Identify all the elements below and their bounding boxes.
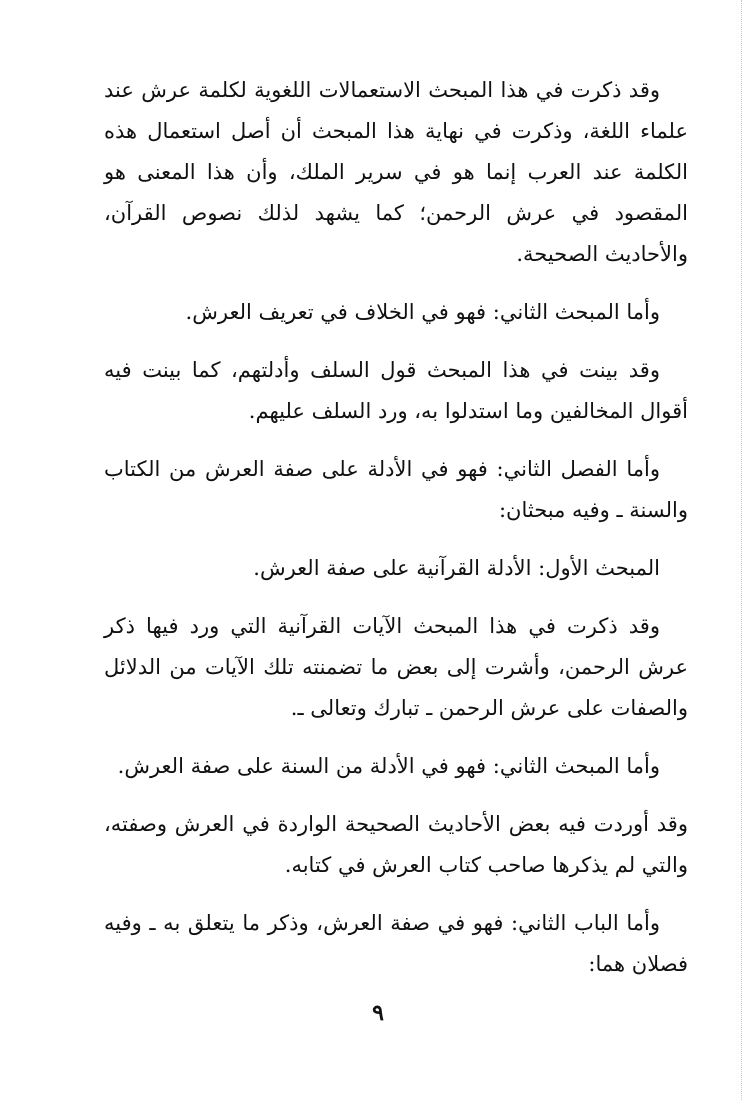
text-line: أقوال المخالفين وما استدلوا به، ورد السلف عليهم. [248,399,688,423]
text-line: وقد بينت في هذا المبحث قول السلف وأدلتهم، كما بينت فيه [104,358,660,382]
paragraph-5 [104,548,688,589]
text-line: والتي لم يذكرها صاحب كتاب العرش في كتابه. [284,853,688,877]
text-line: الكلمة عند العرب إنما هو في سرير الملك، وأن هذا المعنى هو [104,160,688,184]
paragraph-4 [104,449,688,531]
text-line: عرش الرحمن، وأشرت إلى بعض ما تضمنته تلك الآيات من الدلائل [104,655,688,679]
paragraph-1 [104,70,688,275]
text-line: وأما المبحث الثاني: فهو في الأدلة من السنة على صفة العرش. [117,754,660,778]
paragraph-2 [104,292,688,333]
text-line: علماء اللغة، وذكرت في نهاية هذا المبحث أن أصل استعمال هذه [104,119,688,143]
text-line: المقصود في عرش الرحمن؛ كما يشهد لذلك نصوص القرآن، [104,201,688,225]
text-line: فصلان هما: [588,952,688,976]
scan-edge-line [741,0,742,1100]
paragraph-7 [104,746,688,787]
paragraph-3 [104,350,688,432]
paragraph-6 [104,606,688,729]
text-line: وأما الباب الثاني: فهو في صفة العرش، وذكر ما يتعلق به ـ وفيه [104,911,660,935]
text-line: والسنة ـ وفيه مبحثان: [498,498,688,522]
text-line: وأما المبحث الثاني: فهو في الخلاف في تعريف العرش. [185,300,660,324]
text-line: وقد أوردت فيه بعض الأحاديث الصحيحة الواردة في العرش وصفته، [104,812,688,836]
paragraph-8 [104,804,688,886]
text-line: وقد ذكرت في هذا المبحث الاستعمالات اللغوية لكلمة عرش عند [104,78,660,102]
text-line: والأحاديث الصحيحة. [516,242,688,266]
text-line: المبحث الأول: الأدلة القرآنية على صفة العرش. [253,556,660,580]
text-line: وقد ذكرت في هذا المبحث الآيات القرآنية التي ورد فيها ذكر [104,614,660,638]
text-line: وأما الفصل الثاني: فهو في الأدلة على صفة العرش من الكتاب [104,457,660,481]
paragraph-9 [104,903,688,985]
page-number: ٩ [372,1000,384,1026]
body-text [104,70,688,1002]
text-line: والصفات على عرش الرحمن ـ تبارك وتعالى ـ. [290,696,688,720]
